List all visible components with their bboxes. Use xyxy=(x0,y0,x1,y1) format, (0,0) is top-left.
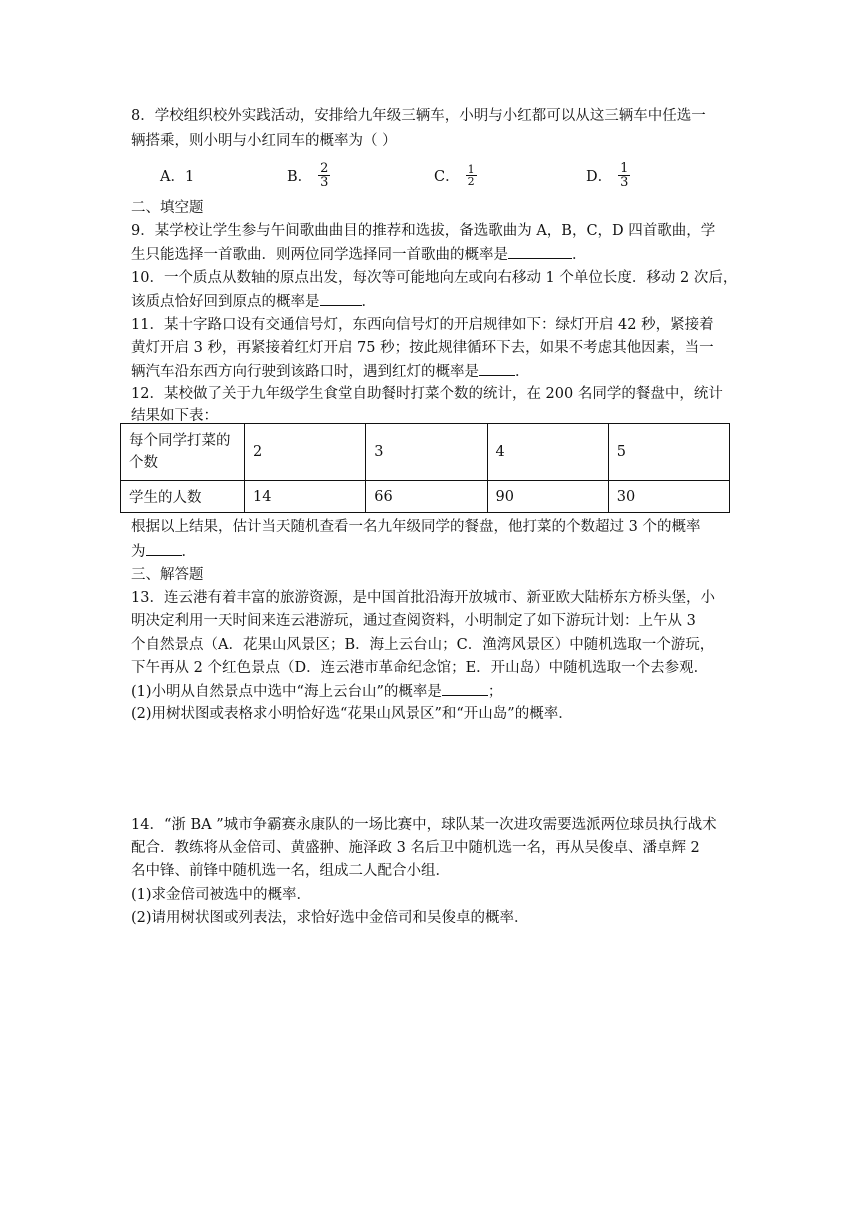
q10-line-1: 10．一个质点从数轴的原点出发，每次等可能地向左或向右移动 1 个单位长度．移动 2 次后， xyxy=(131,270,738,286)
q8-option-b xyxy=(287,157,330,193)
q11-answer-blank xyxy=(479,361,515,376)
q11-end: ． xyxy=(515,364,530,380)
table-cell: 90 xyxy=(487,481,608,513)
q10-text: 该质点恰好回到原点的概率是 xyxy=(131,294,320,310)
q8-option-b-fraction xyxy=(318,162,330,189)
q8-option-a xyxy=(160,157,194,193)
table-cell: 2 xyxy=(245,424,366,481)
q13-line-2: 明决定利用一天时间来连云港游玩，通过查阅资料，小明制定了如下游玩计划：上午从 3 xyxy=(131,613,696,629)
q13-sub-1-end: ； xyxy=(487,684,503,700)
fraction-denominator: 3 xyxy=(320,174,329,190)
fraction-numerator: 2 xyxy=(320,160,329,176)
q13-line-3: 个自然景点（A．花果山风景区；B．海上云台山；C．渔湾风景区）中随机选取一个游玩， xyxy=(131,637,715,653)
q9-answer-blank xyxy=(508,244,572,259)
q10-line-2 xyxy=(131,291,741,312)
q12-after-line-2 xyxy=(131,541,741,562)
q13-sub-1 xyxy=(131,681,741,702)
q8-line-1: 8．学校组织校外实践活动，安排给九年级三辆车，小明与小红都可以从这三辆车中任选一 xyxy=(131,108,706,124)
q14-line-1: 14．“浙 BA ”城市争霸赛永康队的一场比赛中，球队某一次进攻需要选派两位球员执行战术 xyxy=(131,817,717,833)
q13-sub-1-text: (1)小明从自然景点中选中“海上云台山”的概率是 xyxy=(131,684,442,700)
table-cell: 5 xyxy=(608,424,729,481)
q13-sub-2: (2)用树状图或表格求小明恰好选“花果山风景区”和“开山岛”的概率． xyxy=(131,706,573,722)
q8-option-c-label: C． xyxy=(434,168,460,185)
q8-option-d xyxy=(586,157,630,193)
q9-line-1: 9．某学校让学生参与午间歌曲曲目的推荐和选拔，备选歌曲为 A，B，C，D 四首歌曲，学 xyxy=(131,223,716,239)
q13-answer-blank xyxy=(442,681,488,696)
table-cell: 66 xyxy=(366,481,487,513)
q9-line-2 xyxy=(131,244,741,265)
q10-answer-blank xyxy=(320,291,362,306)
section-2-heading: 二、填空题 xyxy=(131,200,204,216)
q14-sub-2: (2)请用树状图或列表法，求恰好选中金倍司和吴俊卓的概率． xyxy=(131,910,529,926)
table-row xyxy=(121,424,730,481)
table-cell: 3 xyxy=(366,424,487,481)
q12-text: 为 xyxy=(131,544,146,560)
q12-line-2: 结果如下表： xyxy=(131,408,218,424)
q8-option-c xyxy=(434,157,477,193)
q11-line-1: 11．某十字路口设有交通信号灯，东西向信号灯的开启规律如下：绿灯开启 42 秒，紧接着 xyxy=(131,317,714,333)
q12-line-1: 12．某校做了关于九年级学生食堂自助餐时打菜个数的统计，在 200 名同学的餐盘中，统计 xyxy=(131,386,723,402)
table-header-cell: 学生的人数 xyxy=(121,481,245,513)
table-header-cell: 每个同学打菜的个数 xyxy=(121,424,245,481)
table-cell: 4 xyxy=(487,424,608,481)
q14-line-2: 配合．教练将从金倍司、黄盛翀、施泽政 3 名后卫中随机选一名，再从吴俊卓、潘卓辉 2 xyxy=(131,840,700,856)
q12-data-table xyxy=(120,423,730,513)
q8-option-d-label: D． xyxy=(586,168,613,185)
q8-option-a-label: A．1 xyxy=(160,168,195,185)
q12-answer-blank xyxy=(146,541,182,556)
q11-line-3 xyxy=(131,361,741,382)
fraction-denominator: 3 xyxy=(620,174,629,190)
q14-line-3: 名中锋、前锋中随机选一名，组成二人配合小组． xyxy=(131,863,450,879)
fraction-numerator: 1 xyxy=(620,160,629,176)
q9-end: ． xyxy=(572,247,587,263)
q8-option-b-label: B． xyxy=(287,168,313,185)
q12-after-line-1: 根据以上结果，估计当天随机查看一名九年级同学的餐盘，他打菜的个数超过 3 个的概率 xyxy=(131,519,701,535)
section-3-heading: 三、解答题 xyxy=(131,567,204,583)
q13-line-1: 13．连云港有着丰富的旅游资源，是中国首批沿海开放城市、新亚欧大陆桥东方桥头堡，小 xyxy=(131,590,715,606)
q8-option-d-fraction xyxy=(618,162,630,189)
table-cell: 30 xyxy=(608,481,729,513)
q8-line-2: 辆搭乘，则小明与小红同车的概率为（ ） xyxy=(131,133,397,149)
q10-end: ． xyxy=(361,294,376,310)
q14-sub-1: (1)求金倍司被选中的概率． xyxy=(131,887,312,903)
table-row xyxy=(121,481,730,513)
q11-text: 辆汽车沿东西方向行驶到该路口时，遇到红灯的概率是 xyxy=(131,364,479,380)
fraction-numerator: 1 xyxy=(467,162,475,176)
fraction-denominator: 2 xyxy=(467,174,475,188)
q12-end: ． xyxy=(181,544,196,560)
q8-option-c-fraction xyxy=(466,164,477,187)
q9-text: 生只能选择一首歌曲．则两位同学选择同一首歌曲的概率是 xyxy=(131,247,508,263)
q13-line-4: 下午再从 2 个红色景点（D．连云港市革命纪念馆；E．开山岛）中随机选取一个去参观． xyxy=(131,660,709,676)
table-cell: 14 xyxy=(245,481,366,513)
q11-line-2: 黄灯开启 3 秒，再紧接着红灯开启 75 秒；按此规律循环下去，如果不考虑其他因素，当一 xyxy=(131,340,714,356)
